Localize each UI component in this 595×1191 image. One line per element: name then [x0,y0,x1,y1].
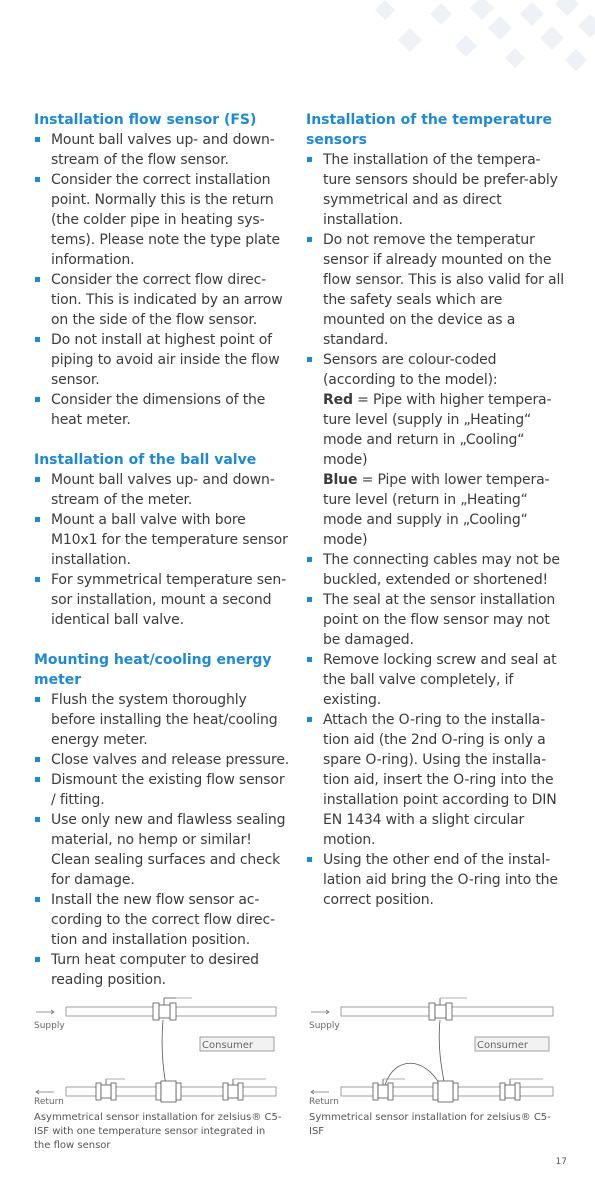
supply-label: Supply [34,1021,65,1031]
ball-valve-list [34,470,292,630]
section-title-temperature-sensors: Installation of the temperature sensors [306,112,552,148]
list-item: Flush the system thoroughly before installing the heat/cooling energy meter. [34,690,292,750]
list-item: The connecting cables may not be buckled, extended or shortened! [306,550,564,590]
list-item: For symmetrical temperature sen-sor installation, mount a second identical ball valve. [34,570,292,630]
return-label: Return [34,1097,64,1107]
red-keyword: Red [323,392,353,408]
caption-symmetrical: Symmetrical sensor installation for zelsius® C5-ISF [309,1112,551,1137]
list-item: Consider the correct installation point. Normally this is the return (the colder pipe in heating sys-tems). Please note the type plate information. [34,170,292,270]
colour-code-intro: Sensors are colour-coded (according to the model): [323,352,498,388]
list-item: Mount a ball valve with bore M10x1 for the temperature sensor installation. [34,510,292,570]
list-item: Dismount the existing flow sensor / fitting. [34,770,292,810]
list-item: Use only new and flawless sealing material, no hemp or similar! Clean sealing surfaces and check for damage. [34,810,292,890]
list-item: The installation of the tempera-ture sensors should be prefer-ably symmetrical and as direct installation. [306,150,564,230]
symmetrical-installation-diagram [305,995,557,1115]
asymmetrical-installation-diagram [30,995,280,1115]
blue-description: = Pipe with lower tempera-ture level (return in „Heating“ mode and supply in „Cooling“ mode) [323,472,550,548]
list-item: Consider the correct flow direc-tion. This is indicated by an arrow on the side of the flow sensor. [34,270,292,330]
temperature-sensor-list [306,150,564,910]
list-item: Turn heat computer to desired reading position. [34,950,292,990]
consumer-label: Consumer [202,1040,253,1051]
list-item: The seal at the sensor installation point on the flow sensor may not be damaged. [306,590,564,650]
section-title-ball-valve: Installation of the ball valve [34,452,257,468]
list-item: Using the other end of the instal-lation aid bring the O-ring into the correct position. [306,850,564,910]
left-column [34,110,292,990]
right-column [306,110,564,910]
list-item: Install the new flow sensor ac-cording to the correct flow direc-tion and installation position. [34,890,292,950]
decorative-diamond-pattern [0,0,595,100]
red-description: = Pipe with higher tempera-ture level (supply in „Heating“ mode and return in „Cooling“ mode) [323,392,552,468]
consumer-label: Consumer [477,1040,528,1051]
blue-keyword: Blue [323,472,358,488]
section-title-flow-sensor: Installation flow sensor (FS) [34,112,257,128]
list-item: Mount ball valves up- and down-stream of the meter. [34,470,292,510]
list-item: Mount ball valves up- and down-stream of the flow sensor. [34,130,292,170]
list-item: Do not install at highest point of piping to avoid air inside the flow sensor. [34,330,292,390]
figure-asymmetrical [30,995,280,1115]
caption-asymmetrical: Asymmetrical sensor installation for zelsius® C5-ISF with one temperature sensor integrated in the flow sensor [34,1112,282,1151]
list-item: Attach the O-ring to the installa-tion aid (the 2nd O-ring is only a spare O-ring). Using the installa-tion aid, insert the O-ring into the installation point according to DIN EN 1434 with a slight circular motion. [306,710,564,850]
flow-sensor-list [34,130,292,430]
list-item: Consider the dimensions of the heat meter. [34,390,292,430]
list-item: Remove locking screw and seal at the ball valve completely, if existing. [306,650,564,710]
supply-label: Supply [309,1021,340,1031]
section-title-mounting-meter: Mounting heat/cooling energy meter [34,652,272,688]
list-item-colour-code [306,350,564,550]
colour-code-blue [323,470,564,550]
list-item: Do not remove the temperatur sensor if already mounted on the flow sensor. This is also valid for all the safety seals which are mounted on the device as a standard. [306,230,564,350]
figure-symmetrical [305,995,557,1115]
return-label: Return [309,1097,339,1107]
mounting-meter-list [34,690,292,990]
page-number: 17 [555,1157,567,1167]
colour-code-red [323,390,564,470]
list-item: Close valves and release pressure. [34,750,292,770]
